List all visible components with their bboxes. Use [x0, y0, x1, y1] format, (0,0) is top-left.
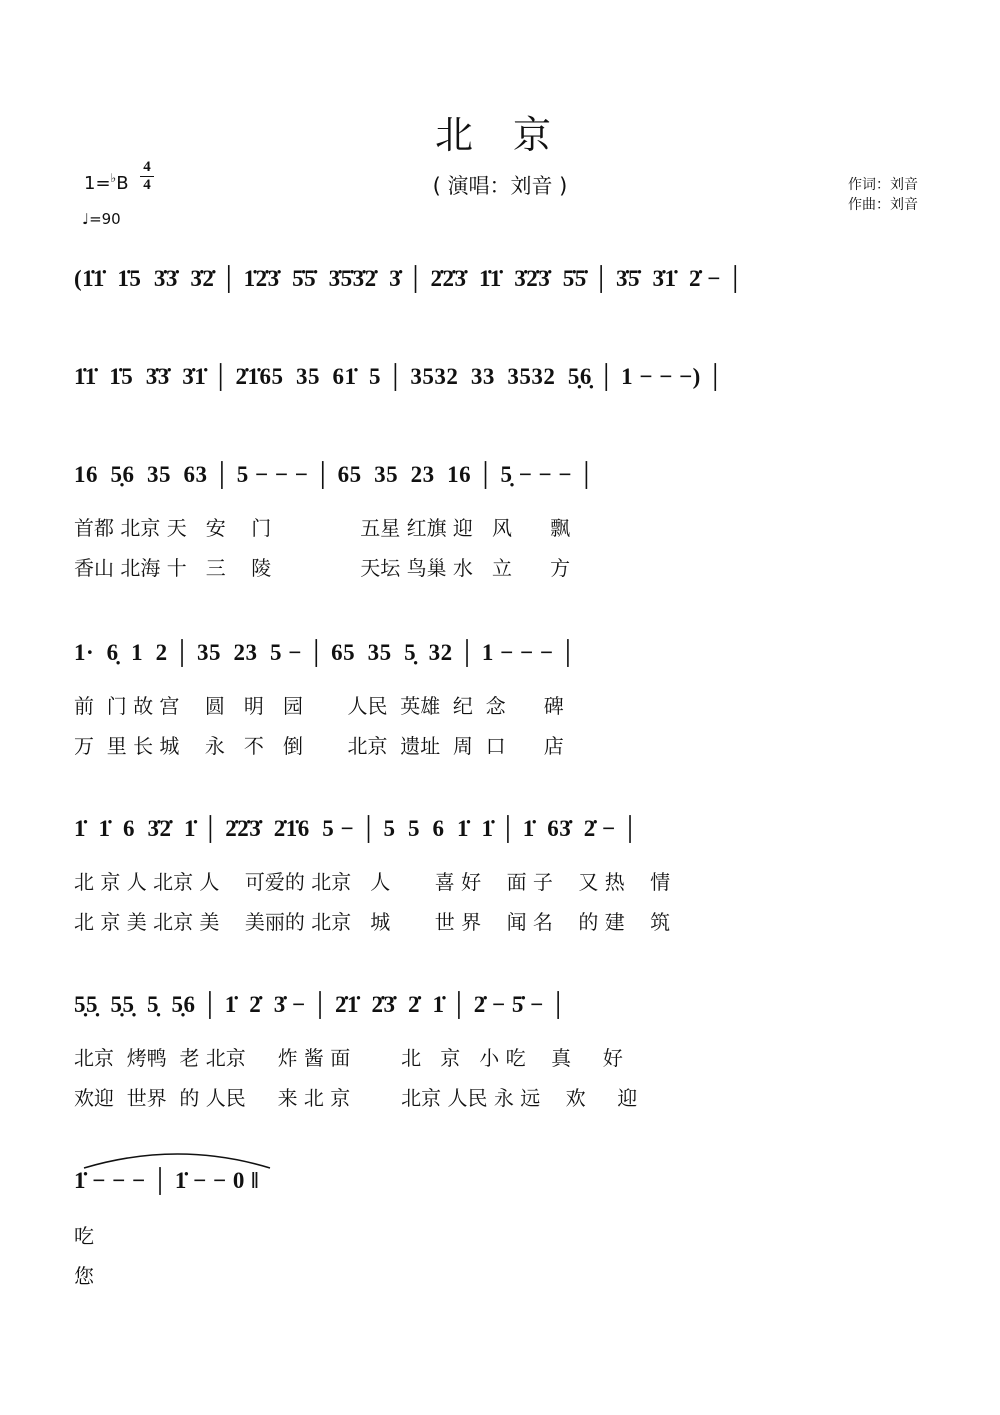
key-note: B: [116, 173, 129, 194]
flat-sign: ♭: [110, 171, 117, 185]
lyric-line-5-verse-2: 北 京 美 北京 美 美丽的 北京 城 世 界 闻 名 的 建 筑: [74, 910, 671, 934]
lyric-line-5-verse-1: 北 京 人 北京 人 可爱的 北京 人 喜 好 面 子 又 热 情: [74, 870, 671, 894]
lyric-line-4-verse-2: 万 里 长 城 永 不 倒 北京 遗址 周 口 店: [74, 734, 564, 758]
time-signature: [140, 160, 154, 193]
lyric-line-6-verse-2: 欢迎 世界 的 人民 来 北 京 北京 人民 永 远 欢 迎: [74, 1086, 638, 1110]
lyricist-credit: 作词：刘音: [848, 177, 918, 193]
notation-line-5: 1̇ 1̇ 6 3̇2̇ 1̇ │ 2̇2̇3̇ 2̇1̇6 5 − │ 5 5 6 1̇ 1̇ │ 1̇ 63̇ 2̇ − │: [74, 816, 639, 841]
notation-line-4: 1· 6̣ 1 2 │ 35 23 5 − │ 65 35 5̣ 32 │ 1 − − − │: [74, 640, 577, 665]
singer-credit: ( 演唱：刘音 ): [432, 174, 568, 198]
time-signature-top: 4: [143, 159, 151, 175]
composer-credit: 作曲：刘音: [848, 197, 918, 213]
tie-arc: [78, 1146, 278, 1172]
song-title: 北 京: [434, 113, 566, 157]
lyric-line-6-verse-1: 北京 烤鸭 老 北京 炸 酱 面 北 京 小 吃 真 好: [74, 1046, 623, 1070]
lyric-line-3-verse-1: 首都 北京 天 安 门 五星 红旗 迎 风 飘: [74, 516, 571, 540]
notation-line-6: 5̣5̣ 5̣5̣ 5̣ 5̣6 │ 1̇ 2̇ 3̇ − │ 2̇1̇ 2̇3̇ 2̇ 1̇ │ 2̇ − 5̇ − │: [74, 992, 567, 1017]
time-signature-bottom: 4: [143, 177, 151, 193]
key-prefix: 1=: [84, 173, 111, 194]
lyric-line-7-verse-2: 您: [74, 1264, 94, 1288]
tempo-marking: ♩=90: [82, 210, 121, 228]
notation-line-7: 1̇ − − − │ 1̇ − − 0 ‖: [74, 1168, 260, 1193]
lyric-line-7-verse-1: 吃: [74, 1224, 94, 1248]
notation-line-1: (1̇1̇ 1̇5 3̇3̇ 3̇2̇ │ 1̇2̇3̇ 5̇5̇ 3̇5̇3̇2̇ 3̇ │ 2̇2̇3̇ 1̇1̇ 3̇2̇3̇ 5̇5̇ │ 3̇5̇ 3̇1̇ 2̇ − │: [74, 266, 744, 291]
key-signature: [84, 171, 129, 194]
lyric-line-4-verse-1: 前 门 故 宫 圆 明 园 人民 英雄 纪 念 碑: [74, 694, 564, 718]
lyric-line-3-verse-2: 香山 北海 十 三 陵 天坛 鸟巢 水 立 方: [74, 556, 571, 580]
notation-line-2: 1̇1̇ 1̇5 3̇3̇ 3̇1̇ │ 2̇1̇65 35 61̇ 5 │ 3532 33 3532 5̣6̣ │ 1 − − −) │: [74, 364, 724, 389]
notation-line-3: 16 5̣6 35 63 │ 5 − − − │ 65 35 23 16 │ 5̣ − − − │: [74, 462, 596, 487]
